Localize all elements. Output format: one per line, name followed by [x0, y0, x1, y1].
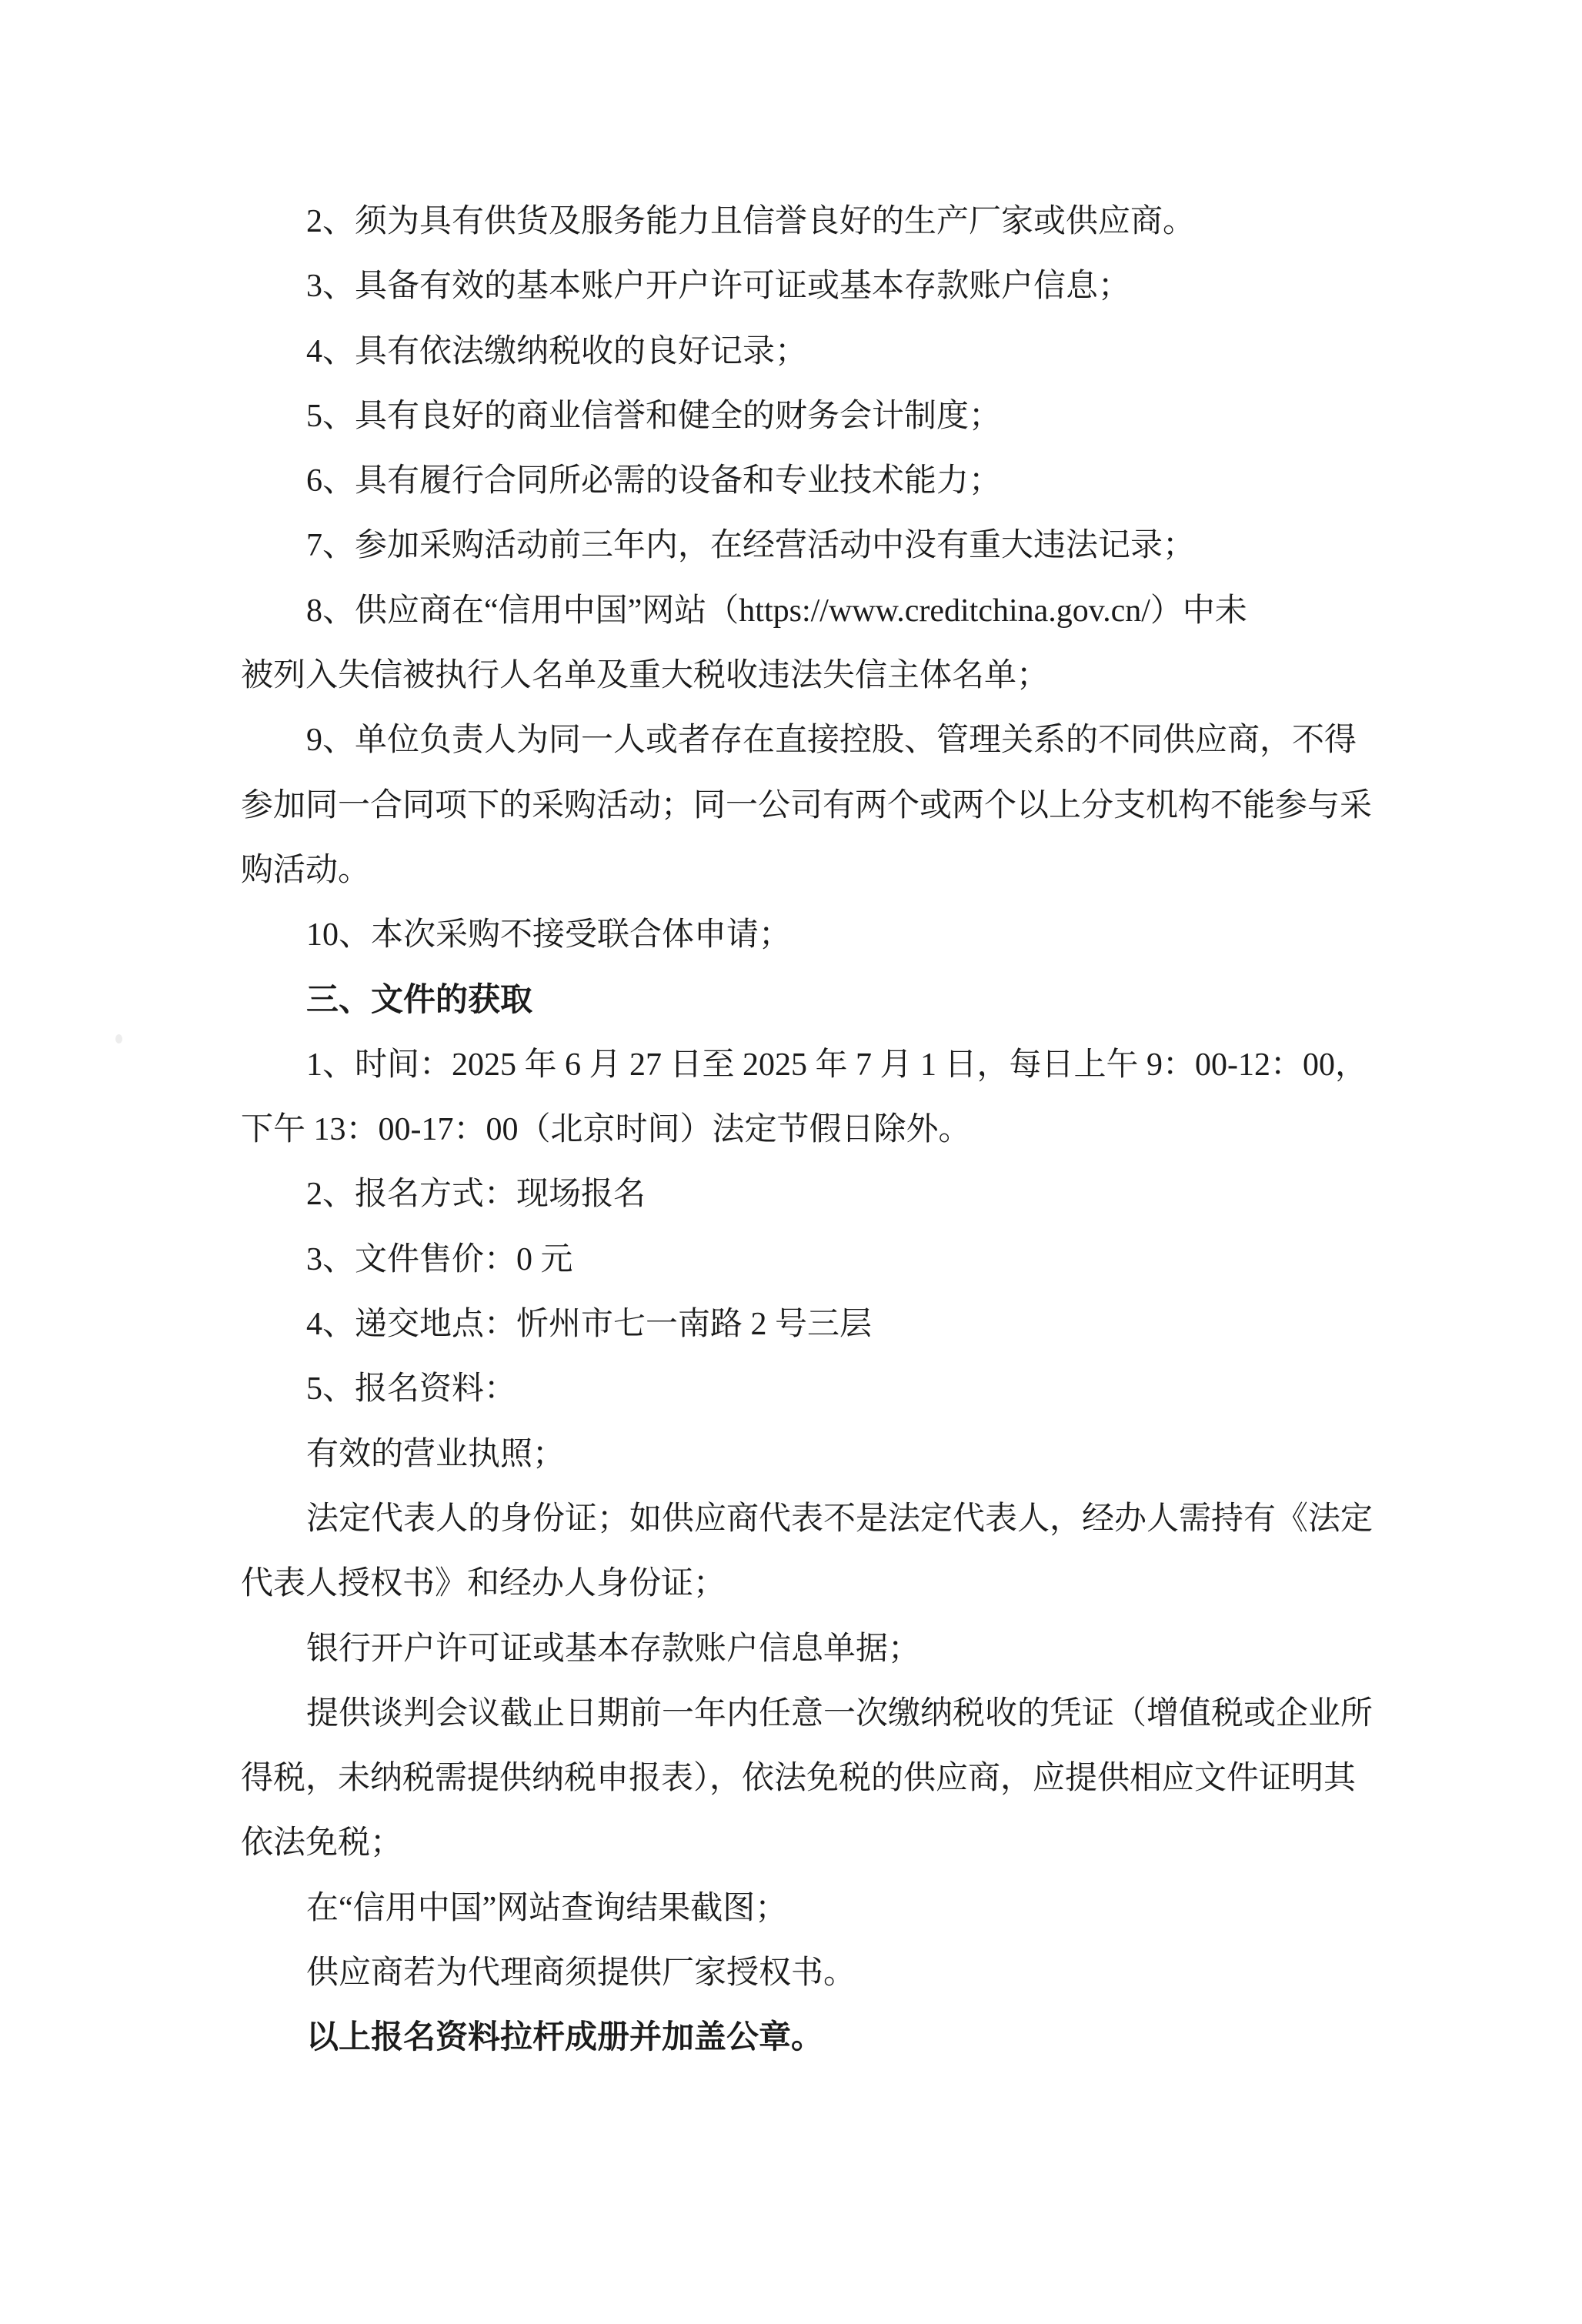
list-item-9-line-2: 参加同一合同项下的采购活动；同一公司有两个或两个以上分支机构不能参与采	[241, 787, 1373, 823]
item-time-line-1: 1、时间：2025 年 6 月 27 日至 2025 年 7 月 1 日，每日上午 9：00-12：00，	[306, 1047, 1367, 1083]
material-legal-rep-id-line-1: 法定代表人的身份证；如供应商代表不是法定代表人，经办人需持有《法定	[306, 1501, 1373, 1537]
material-agent-authorization: 供应商若为代理商须提供厂家授权书。	[306, 1955, 856, 1992]
scan-artifact-dot	[115, 1034, 122, 1043]
list-item-8-line-1: 8、供应商在“信用中国”网站（https://www.creditchina.gov.cn/）中未	[306, 593, 1247, 629]
list-item-7: 7、参加采购活动前三年内，在经营活动中没有重大违法记录；	[306, 528, 1196, 564]
list-item-4: 4、具有依法缴纳税收的良好记录；	[306, 333, 808, 369]
material-tax-receipt-line-3: 依法免税；	[241, 1825, 403, 1862]
list-item-2: 2、须为具有供货及服务能力且信誉良好的生产厂家或供应商。	[306, 204, 1196, 239]
note-binding-and-seal: 以上报名资料拉杆成册并加盖公章。	[306, 2020, 824, 2056]
item-document-price: 3、文件售价：0 元	[306, 1241, 573, 1277]
list-item-9-line-3: 购活动。	[241, 852, 371, 888]
list-item-10: 10、本次采购不接受联合体申请；	[306, 917, 792, 953]
list-item-9-line-1: 9、单位负责人为同一人或者存在直接控股、管理关系的不同供应商，不得	[306, 723, 1357, 759]
list-item-3: 3、具备有效的基本账户开户许可证或基本存款账户信息；	[306, 269, 1131, 305]
item-registration-method: 2、报名方式：现场报名	[306, 1177, 646, 1213]
material-legal-rep-id-line-2: 代表人授权书》和经办人身份证；	[241, 1566, 726, 1602]
material-credit-china-screenshot: 在“信用中国”网站查询结果截图；	[306, 1890, 788, 1926]
material-business-license: 有效的营业执照；	[306, 1436, 566, 1472]
item-registration-materials: 5、报名资料：	[306, 1371, 517, 1407]
section-heading-document-acquisition: 三、文件的获取	[306, 982, 533, 1018]
item-time-line-2: 下午 13：00-17：00（北京时间）法定节假日除外。	[241, 1112, 971, 1148]
material-tax-receipt-line-1: 提供谈判会议截止日期前一年内任意一次缴纳税收的凭证（增值税或企业所	[306, 1695, 1373, 1731]
list-item-8-line-2: 被列入失信被执行人名单及重大税收违法失信主体名单；	[241, 658, 1050, 694]
item-submission-address: 4、递交地点：忻州市七一南路 2 号三层	[306, 1307, 873, 1343]
list-item-6: 6、具有履行合同所必需的设备和专业技术能力；	[306, 463, 1002, 499]
list-item-5: 5、具有良好的商业信誉和健全的财务会计制度；	[306, 398, 1002, 434]
material-bank-account: 银行开户许可证或基本存款账户信息单据；	[306, 1631, 921, 1667]
document-text-block	[241, 189, 1376, 2071]
material-tax-receipt-line-2: 得税，未纳税需提供纳税申报表），依法免税的供应商，应提供相应文件证明其	[241, 1761, 1357, 1797]
